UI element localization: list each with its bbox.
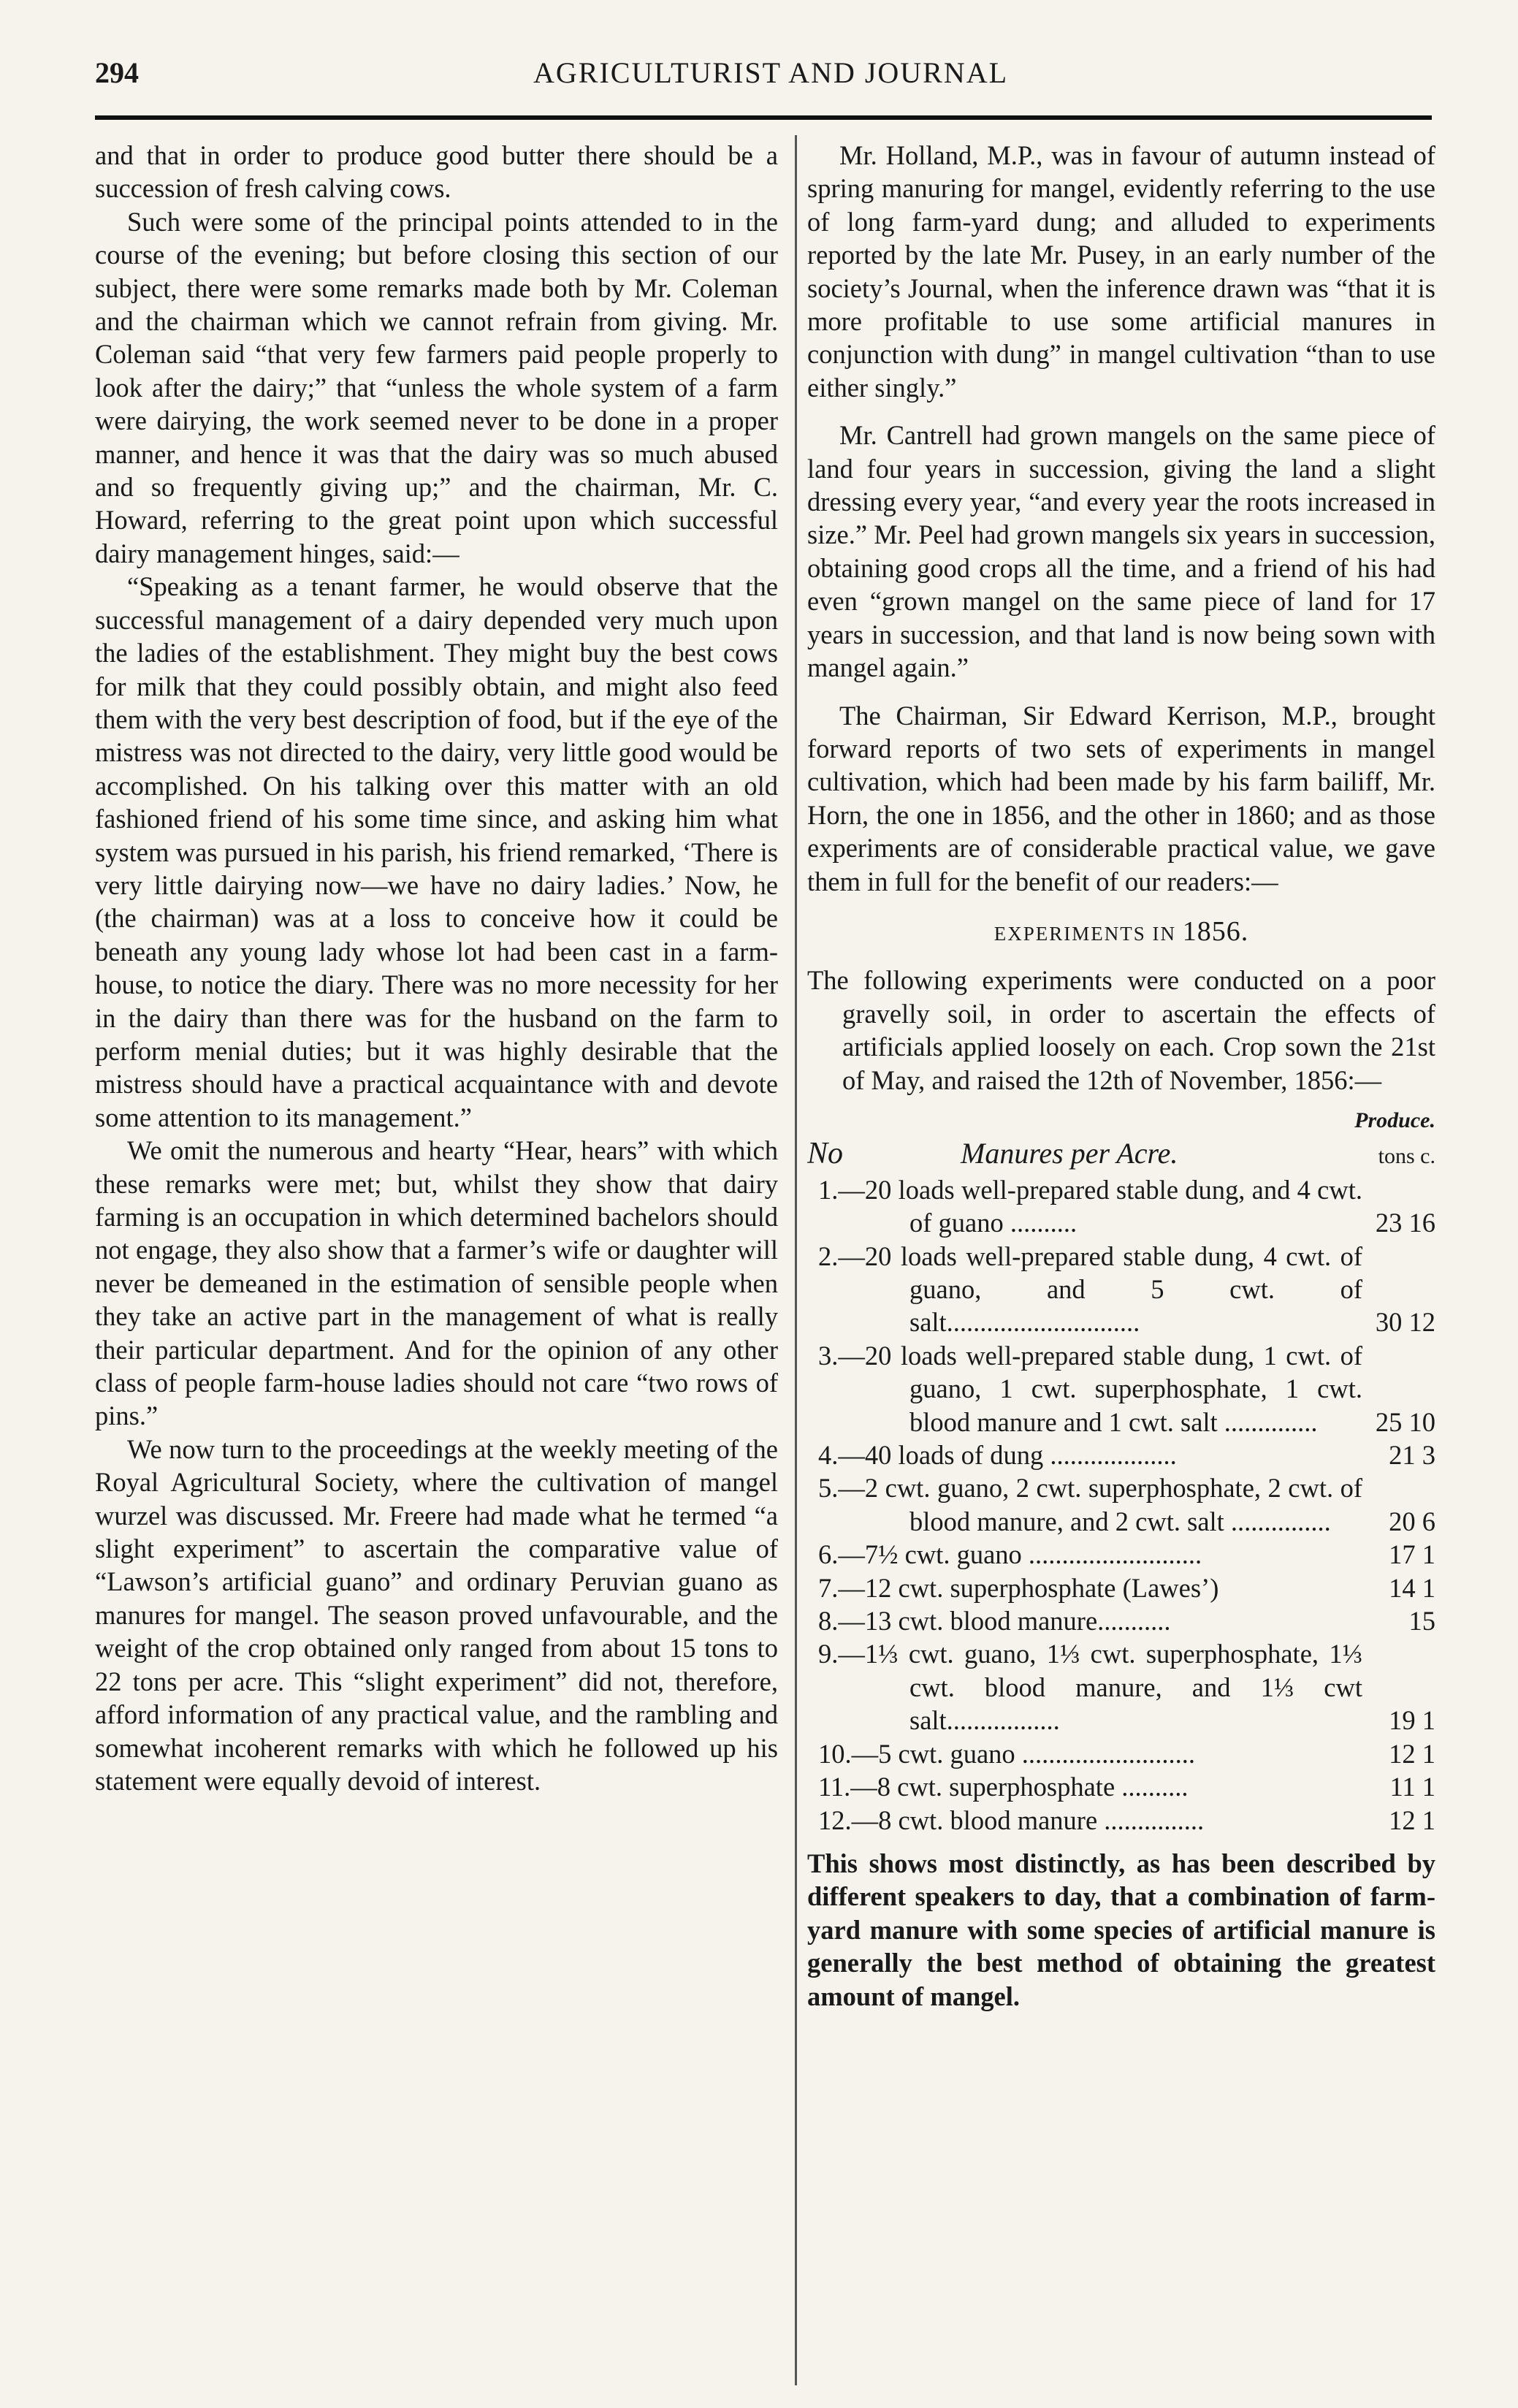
table-row bbox=[807, 1604, 1435, 1637]
row-manure-description: 11.—8 cwt. superphosphate .......... bbox=[818, 1772, 1189, 1802]
column-no: No bbox=[807, 1137, 844, 1171]
table-row bbox=[807, 1240, 1435, 1339]
table-rows bbox=[807, 1173, 1435, 1837]
row-manure-description: 12.—8 cwt. blood manure ............... bbox=[818, 1805, 1205, 1835]
page-number: 294 bbox=[95, 56, 139, 89]
table-column-headers bbox=[807, 1137, 1435, 1173]
header-rule bbox=[95, 115, 1432, 120]
row-manure-description: 9.—1⅓ cwt. guano, 1⅓ cwt. superphosphate, 1⅓ cwt. blood manure, and 1⅓ cwt salt................. bbox=[818, 1639, 1362, 1736]
table-row bbox=[807, 1339, 1435, 1439]
row-produce-value: 15 bbox=[1408, 1606, 1435, 1637]
section-heading bbox=[807, 915, 1435, 950]
left-column bbox=[95, 139, 778, 2389]
page-header bbox=[95, 48, 1432, 99]
paragraph: Mr. Holland, M.P., was in favour of autumn instead of spring manuring for mangel, evidently referring to the use of long farm-yard dung; and alluded to experiments reported by the late Mr. Pusey, in an early number of the society’s Journal, when the inference drawn was “that it is more profitable to use some artificial manures in conjunction with dung” in mangel cultivation “than to use either singly.” bbox=[807, 140, 1435, 403]
row-manure-description: 8.—13 cwt. blood manure........... bbox=[818, 1606, 1171, 1637]
row-manure-description: 5.—2 cwt. guano, 2 cwt. superphosphate, 2 cwt. of blood manure, and 2 cwt. salt ............... bbox=[818, 1473, 1362, 1536]
running-title: AGRICULTURIST AND JOURNAL bbox=[533, 56, 1009, 89]
row-manure-description: 2.—20 loads well-prepared stable dung, 4 cwt. of guano, and 5 cwt. of salt............................. bbox=[818, 1241, 1362, 1338]
paragraph: Mr. Cantrell had grown mangels on the same piece of land four years in succession, giving the land a slight dressing every year, “and every year the roots increased in size.” Mr. Peel had grown mangels six years in succession, obtaining good crops all the time, and a friend of his had even “grown mangel on the same piece of land for 17 years in succession, and that land is now being sown with mangel again.” bbox=[807, 420, 1435, 683]
row-manure-description: 6.—7½ cwt. guano .......................... bbox=[818, 1539, 1202, 1570]
paragraph: “Speaking as a tenant farmer, he would observe that the successful management of a dairy depended very much upon the ladies of the establishment. They might buy the best cows for milk that they could possibly obtain, and might also feed them with the very best description of food, but if the eye of the mistress was not directed to the dairy, very little good would be accomplished. On his talking over this matter with an old fashioned friend of his some time since, and asking him what system was pursued in his parish, his friend remarked, ‘There is very little dairying now—we have no dairy ladies.’ Now, he (the chairman) was at a loss to conceive how it could be beneath any young lady whose lot had been cast in a farm-house, to notice the diary. There was no more necessity for her in the dairy than there was for the husband on the farm to perform menial duties; but it was highly desirable that the mistress should have a practical acquaintance with and devote some attention to its management.” bbox=[95, 571, 778, 1132]
column-tons: tons c. bbox=[1378, 1144, 1435, 1169]
paragraph: We now turn to the proceedings at the weekly meeting of the Royal Agricultural Society, where the cultivation of mangel wurzel was discussed. Mr. Freere had made what he termed “a slight experiment” to ascertain the comparative value of “Lawson’s artificial guano” and ordinary Peruvian guano as manures for mangel. The season proved unfavourable, and the weight of the crop obtained only ranged from about 15 tons to 22 tons per acre. This “slight experiment” did not, therefore, afford information of any practical value, and the rambling and somewhat incoherent remarks with which he followed up his statement were equally devoid of interest. bbox=[95, 1433, 778, 1796]
paragraph: Such were some of the principal points attended to in the course of the evening; but before closing this section of our subject, there were some remarks made both by Mr. Coleman and the chairman which we cannot refrain from giving. Mr. Coleman said “that very few farmers paid people properly to look after the dairy;” that “unless the whole system of a farm were dairying, the work seemed never to be done in a proper manner, and hence it was that the dairy was so much abused and so frequently giving up;” and the chairman, Mr. C. Howard, referring to the great point upon which successful dairy management hinges, said:— bbox=[95, 206, 778, 568]
row-produce-value: 21 3 bbox=[1389, 1440, 1435, 1471]
row-manure-description: 10.—5 cwt. guano .......................... bbox=[818, 1738, 1196, 1769]
section-heading-text: EXPERIMENTS IN bbox=[993, 922, 1176, 945]
row-produce-value: 11 1 bbox=[1389, 1772, 1435, 1802]
row-produce-value: 25 10 bbox=[1375, 1406, 1435, 1437]
section-heading-year: 1856. bbox=[1182, 915, 1249, 947]
row-produce-value: 19 1 bbox=[1389, 1705, 1435, 1736]
table-row bbox=[807, 1571, 1435, 1604]
row-produce-value: 17 1 bbox=[1389, 1539, 1435, 1570]
table-row bbox=[807, 1804, 1435, 1837]
experiments-table bbox=[807, 1104, 1435, 1837]
row-produce-value: 30 12 bbox=[1375, 1307, 1435, 1338]
right-column bbox=[807, 139, 1435, 2389]
row-manure-description: 7.—12 cwt. superphosphate (Lawes’) bbox=[818, 1572, 1219, 1603]
row-produce-value: 12 1 bbox=[1389, 1805, 1435, 1835]
table-row bbox=[807, 1538, 1435, 1571]
row-produce-value: 12 1 bbox=[1389, 1738, 1435, 1769]
row-manure-description: 4.—40 loads of dung ................... bbox=[818, 1440, 1177, 1471]
paragraph: The Chairman, Sir Edward Kerrison, M.P., brought forward reports of two sets of experiments in mangel cultivation, which had been made by his farm bailiff, Mr. Horn, the one in 1856, and the other in 1860; and as those experiments are of considerable practical value, we gave them in full for the benefit of our readers:— bbox=[807, 700, 1435, 896]
row-manure-description: 3.—20 loads well-prepared stable dung, 1 cwt. of guano, 1 cwt. superphosphate, 1 cwt. blood manure and 1 cwt. salt .............. bbox=[818, 1340, 1362, 1437]
column-manures: Manures per Acre. bbox=[961, 1137, 1178, 1170]
table-row bbox=[807, 1770, 1435, 1803]
column-divider bbox=[795, 135, 797, 2385]
experiments-intro: The following experiments were conducted on a poor gravelly soil, in order to ascertain the effects of artificials applied loosely on each. Crop sown the 21st of May, and raised the 12th of November, 1856:— bbox=[807, 965, 1435, 1095]
table-row bbox=[807, 1471, 1435, 1538]
row-produce-value: 20 6 bbox=[1389, 1506, 1435, 1536]
row-manure-description: 1.—20 loads well-prepared stable dung, and 4 cwt. of guano .......... bbox=[818, 1174, 1362, 1238]
produce-label: Produce. bbox=[1354, 1108, 1435, 1132]
row-produce-value: 14 1 bbox=[1389, 1572, 1435, 1603]
table-row bbox=[807, 1737, 1435, 1770]
paragraph: We omit the numerous and hearty “Hear, hears” with which these remarks were met; but, whilst they show that dairy farming is an occupation in which determined bachelors should not engage, they also show that a farmer’s wife or daughter will never be demeaned in the estimation of sensible people when they take an active part in the management of what is really their particular department. And for the opinion of any other class of people farm-house ladies should not care “two rows of pins.” bbox=[95, 1135, 778, 1431]
table-row bbox=[807, 1637, 1435, 1737]
paragraph: and that in order to produce good butter there should be a succession of fresh calving cows. bbox=[95, 140, 778, 204]
table-produce-header bbox=[807, 1104, 1435, 1137]
table-row bbox=[807, 1173, 1435, 1240]
closing-paragraph: This shows most distinctly, as has been described by different speakers to day, that a combination of farm-yard manure with some species of artificial manure is generally the best method of obtaining the greatest amount of mangel. bbox=[807, 1848, 1435, 2011]
row-produce-value: 23 16 bbox=[1375, 1208, 1435, 1238]
table-row bbox=[807, 1439, 1435, 1471]
